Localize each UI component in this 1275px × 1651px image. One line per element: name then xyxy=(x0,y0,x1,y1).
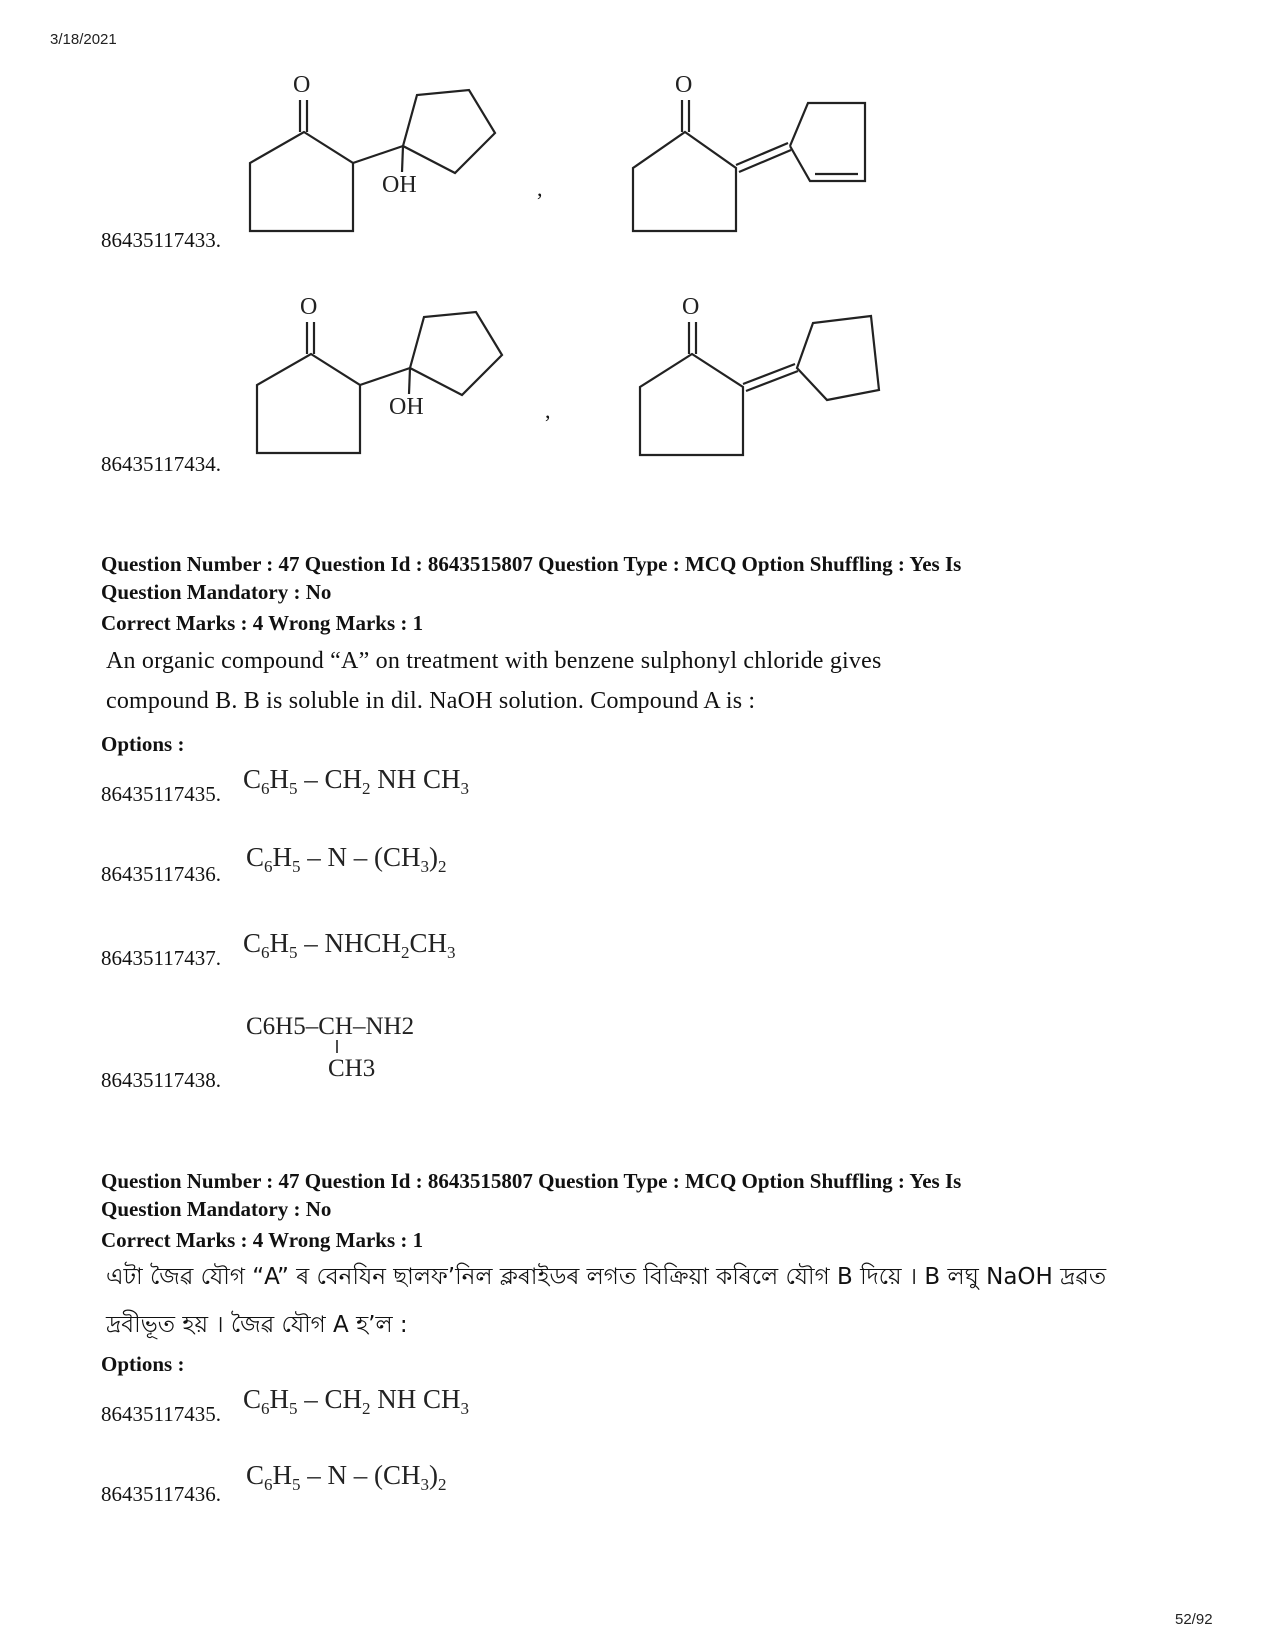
option-id: 86435117437. xyxy=(101,946,221,970)
option-formula: $C_6H_5$ – N – $(CH_3)_2$ xyxy=(246,1460,447,1494)
structure-enone-cyclopentane xyxy=(637,290,887,465)
option-id: 86435117433. xyxy=(101,228,221,252)
carbonyl-o-label: O xyxy=(300,294,318,320)
question-stem-line: An organic compound “A” on treatment with benzene sulphonyl chloride gives xyxy=(106,648,882,674)
option-id: 86435117436. xyxy=(101,1482,221,1506)
structure-separator: , xyxy=(537,176,543,201)
question-meta-line: Question Mandatory : No xyxy=(101,580,332,604)
structure-hydroxy-ketone xyxy=(245,68,515,243)
question-stem-line: এটা জৈৱ যৌগ “A” ৰ বেনযিন ছালফ’নিল ক্লৰাইডৰ লগত বিক্ৰিয়া কৰিলে যৌগ B দিয়ে । B লঘু NaOH দ্ৰৱত xyxy=(106,1264,1107,1290)
option-id: 86435117436. xyxy=(101,862,221,886)
question-stem xyxy=(106,641,1186,721)
marks-info: Correct Marks : 4 Wrong Marks : 1 xyxy=(101,1228,424,1252)
carbonyl-o-label: O xyxy=(682,294,700,320)
option-id: 86435117438. xyxy=(101,1068,221,1092)
marks-info: Correct Marks : 4 Wrong Marks : 1 xyxy=(101,611,424,635)
option-formula-branched xyxy=(244,1008,464,1088)
structure-hydroxy-ketone xyxy=(252,290,522,465)
formula-branch: CH3 xyxy=(328,1055,376,1082)
question-meta-line: Question Number : 47 Question Id : 8643515807 Question Type : MCQ Option Shuffling : Yes Is xyxy=(101,552,962,576)
hydroxyl-label: OH xyxy=(389,394,424,420)
page-number: 52/92 xyxy=(1175,1611,1213,1628)
formula-main-chain: C6H5–CH–NH2 xyxy=(246,1013,415,1040)
option-formula: $C_6H_5 - CH_2$ NH $CH_3$ xyxy=(243,764,470,798)
hydroxyl-label: OH xyxy=(382,172,417,198)
option-formula: $C_6H_5$ – $NHCH_2CH_3$ xyxy=(243,928,456,962)
question-stem-line: দ্ৰবীভূত হয় । জৈৱ যৌগ A হ’ল : xyxy=(106,1312,408,1338)
option-id: 86435117434. xyxy=(101,452,221,476)
option-formula: $C_6H_5 - CH_2$ NH $CH_3$ xyxy=(243,1384,470,1418)
structure-enone-cyclopentene xyxy=(630,68,880,243)
options-heading: Options : xyxy=(101,732,185,756)
carbonyl-o-label: O xyxy=(293,72,311,98)
option-id: 86435117435. xyxy=(101,782,221,806)
option-id: 86435117435. xyxy=(101,1402,221,1426)
question-stem-line: compound B. B is soluble in dil. NaOH solution. Compound A is : xyxy=(106,688,756,714)
print-date: 3/18/2021 xyxy=(50,31,117,48)
structure-separator: , xyxy=(545,398,551,423)
question-meta-line: Question Number : 47 Question Id : 8643515807 Question Type : MCQ Option Shuffling : Yes Is xyxy=(101,1169,962,1193)
carbonyl-o-label: O xyxy=(675,72,693,98)
question-meta xyxy=(101,1167,1181,1223)
question-meta-line: Question Mandatory : No xyxy=(101,1197,332,1221)
question-stem xyxy=(106,1253,1186,1349)
option-formula: $C_6H_5$ – N – $(CH_3)_2$ xyxy=(246,842,447,876)
question-meta xyxy=(101,550,1181,606)
options-heading: Options : xyxy=(101,1352,185,1376)
